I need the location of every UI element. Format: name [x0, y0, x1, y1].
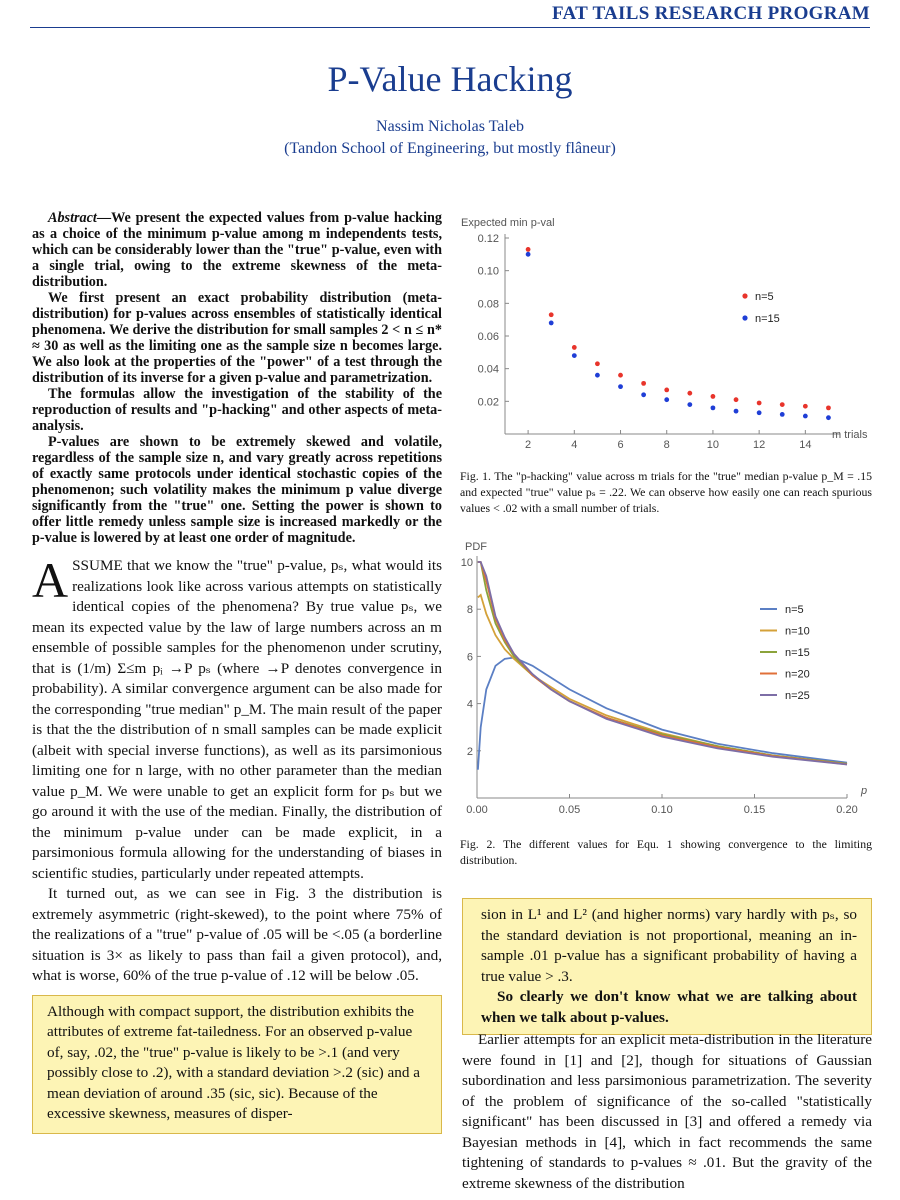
fig2-legend-label: n=15 [785, 647, 810, 659]
highlight-box-1: Although with compact support, the distribution exhibits the attributes of extreme fat-tailedness. For an observed p-value of, say, .02, the "true" p-value is likely to be >.1 (and very possibly close to .2), with a standard deviation >.2 (sic) and a mean deviation of around .35 (sic, sic). Because of the excessive skewness, measures of disper- [32, 995, 442, 1134]
fig1-point-n=5 [687, 391, 692, 396]
right-body-paragraph: Earlier attempts for an explicit meta-distribution in the literature were found in [1] and [2], though for situations of Gaussian subordination and less parsimonious parametrization. The severity of the problem of significance of the so-called "statistically significant" has been discussed in [3] and offered a remedy via Bayesian methods in [4], which in fact recommends the same tightening of standards to p-values ≈ .01. But the gravity of the extreme skewness of the distribution [462, 1031, 872, 1192]
fig1-point-n=5 [572, 345, 577, 350]
abstract-paragraph-2: We first present an exact probability distribution (meta-distribution) for p-values across ensembles of statistically identical phenomena. We derive the distribution for small samples 2 < n ≤ n* ≈ 30 as well as the limiting one as the sample size n becomes large. We also look at the properties of the "power" of a test through the distribution of its inverse for a given p-value and parametrization. [32, 290, 442, 386]
author-name: Nassim Nicholas Taleb [376, 118, 524, 135]
fig2-x-tick-label: 0.00 [466, 804, 488, 816]
fig1-x-tick-label: 8 [663, 439, 670, 451]
fig1-x-tick-label: 6 [617, 439, 624, 451]
fig1-point-n=15 [572, 353, 577, 358]
fig1-y-tick-label: 0.06 [477, 331, 499, 343]
fig1-x-tick-label: 2 [525, 439, 532, 451]
fig2-legend-label: n=25 [785, 690, 810, 702]
fig1-legend-label: n=5 [755, 291, 774, 303]
fig2-legend-label: n=20 [785, 668, 810, 681]
fig1-point-n=15 [526, 252, 531, 257]
fig1-x-tick-label: 10 [706, 439, 720, 451]
fig2-x-tick-label: 0.10 [651, 804, 673, 816]
fig1-chart [455, 212, 875, 452]
fig2-y-tick-label: 6 [466, 651, 473, 664]
paper-title: P-Value Hacking [327, 59, 573, 99]
fig1-point-n=5 [664, 388, 669, 393]
fig1-point-n=5 [526, 247, 531, 252]
body-text-1: SSUME that we know the "true" p-value, pₛ, what would its realizations look like across various attempts on statistically identical copies of the phenomena? By true value pₛ, we mean its expected value by the law of large numbers across an m ensemble of possible samples for the phenomenon under scrutiny, that is (1/m) Σ≤m pᵢ →P pₛ (where →P denotes convergence in probability). A similar convergence argument can be also made for the corresponding "true median" p_M. The main result of the paper is that the the distribution of n small samples can be made explicit (albeit with special inverse functions), as well as its parsimonious limiting one for n large, with no other parameter than the median value p_M. We were unable to get an explicit form for pₛ but we go around it with the use of the median. Finally, the distribution of the minimum p-value under can be made explicit, in a parsimonious formula allowing for the understanding of biases in scientific studies, particularly under repeated attempts. [32, 557, 442, 882]
figure-1 [455, 212, 875, 452]
fig2-chart [455, 536, 875, 826]
figure-2 [455, 536, 875, 826]
fig2-y-tick-label: 2 [466, 745, 473, 758]
fig2-legend-label: n=10 [785, 625, 810, 638]
fig2-y-tick-label: 4 [466, 698, 473, 711]
fig1-legend-marker [742, 315, 747, 320]
fig1-point-n=5 [734, 397, 739, 402]
fig1-point-n=5 [826, 405, 831, 410]
abstract-lead: Abstract [48, 210, 97, 226]
fig1-point-n=15 [618, 384, 623, 389]
body-paragraph-2: It turned out, as we can see in Fig. 3 the distribution is extremely asymmetric (right-skewed), to the point where 75% of the realizations of a "true" p-value of .05 will be <.05 (a borderline situation is 3× as likely to pass than fail a given protocol), and, what is worse, 60% of the true p-value of .12 will be below .05. [32, 885, 442, 984]
header-label: FAT TAILS RESEARCH PROGRAM [552, 3, 870, 24]
fig1-point-n=15 [757, 410, 762, 415]
fig1-point-n=15 [734, 409, 739, 414]
fig2-x-axis-label: p [861, 785, 868, 797]
fig2-x-tick-label: 0.20 [836, 804, 858, 816]
author-affiliation: (Tandon School of Engineering, but mostly flâneur) [284, 140, 616, 157]
fig1-y-tick-label: 0.02 [477, 396, 499, 409]
fig2-x-tick-label: 0.05 [558, 804, 581, 816]
fig1-point-n=5 [595, 361, 600, 366]
left-column [32, 210, 442, 1134]
fig1-y-tick-label: 0.10 [477, 265, 499, 278]
fig1-point-n=15 [664, 397, 669, 402]
fig1-point-n=15 [780, 412, 785, 417]
body-text [32, 552, 442, 987]
fig2-series-n=15 [478, 562, 847, 764]
body-paragraph-1 [32, 552, 442, 884]
fig1-x-tick-label: 12 [753, 439, 766, 451]
figure-2-caption: Fig. 2. The different values for Equ. 1 showing convergence to the limiting distribution. [460, 837, 872, 867]
fig2-y-tick-label: 8 [466, 604, 473, 617]
box2-emphasis: So clearly we don't know what we are talking about when we talk about p-values. [481, 988, 857, 1026]
abstract-paragraph-3: The formulas allow the investigation of the stability of the reproduction of results and "p-hacking" and other aspects of meta-analysis. [32, 386, 442, 434]
fig1-point-n=15 [549, 321, 554, 326]
drop-cap: A [32, 552, 69, 608]
abstract-paragraph-4: P-values are shown to be extremely skewed and volatile, regardless of the sample size n, and vary greatly across repetitions of exactly same protocols under identical stochastic copies of the phenomenon; such volatility makes the minimum p value diverge significantly from the "true" one. Setting the power is shown to offer little remedy unless sample size is increased markedly or the p-value is lowered by at least one order of magnitude. [32, 434, 442, 546]
fig1-point-n=15 [826, 415, 831, 420]
fig1-x-tick-label: 4 [571, 439, 578, 451]
abstract [32, 210, 442, 546]
abstract-paragraph-1 [32, 210, 442, 290]
fig1-point-n=5 [803, 404, 808, 409]
fig1-point-n=15 [711, 405, 716, 410]
fig2-x-tick-label: 0.15 [743, 804, 766, 816]
header-rule [30, 27, 870, 28]
fig1-legend-marker [742, 293, 747, 298]
fig1-point-n=15 [803, 414, 808, 419]
fig2-legend-label: n=5 [785, 604, 804, 616]
fig1-point-n=5 [618, 373, 623, 378]
box2-text: sion in L¹ and L² (and higher norms) vary hardly with pₛ, so the standard deviation is not proportional, meaning an in-sample .01 p-value has a significant probability of having a true value > .3. [481, 906, 857, 985]
fig1-y-axis-label: Expected min p-val [461, 217, 555, 229]
right-body-text [462, 1030, 872, 1194]
fig1-x-axis-label: m trials [832, 429, 868, 441]
fig1-point-n=15 [595, 373, 600, 378]
fig2-y-axis-label: PDF [465, 541, 487, 553]
fig1-y-tick-label: 0.12 [477, 233, 499, 245]
running-header [0, 0, 900, 30]
fig2-y-tick-label: 10 [460, 557, 473, 569]
fig1-point-n=5 [711, 394, 716, 399]
fig1-legend-label: n=15 [755, 313, 780, 325]
fig1-point-n=5 [780, 402, 785, 407]
fig1-point-n=15 [687, 402, 692, 407]
figure-1-caption: Fig. 1. The "p-hacking" value across m trials for the "true" median p-value p_M = .15 and expected "true" value pₛ = .22. We can observe how easily one can reach spurious values < .02 with a small number of trials. [460, 469, 872, 515]
abstract-text-1: —We present the expected values from p-value hacking as a choice of the minimum p-value among m independents tests, which can be considerably lower than the "true" p-value, even with a single trial, owing to the extreme skewness of the meta-distribution. [32, 210, 442, 290]
fig1-x-tick-label: 14 [799, 439, 812, 451]
fig1-y-tick-label: 0.08 [477, 298, 499, 311]
fig1-point-n=5 [757, 401, 762, 406]
fig1-y-tick-label: 0.04 [477, 363, 499, 376]
fig1-point-n=15 [641, 392, 646, 397]
fig1-point-n=5 [641, 381, 646, 386]
highlight-box-2 [462, 898, 872, 1035]
fig1-point-n=5 [549, 312, 554, 317]
